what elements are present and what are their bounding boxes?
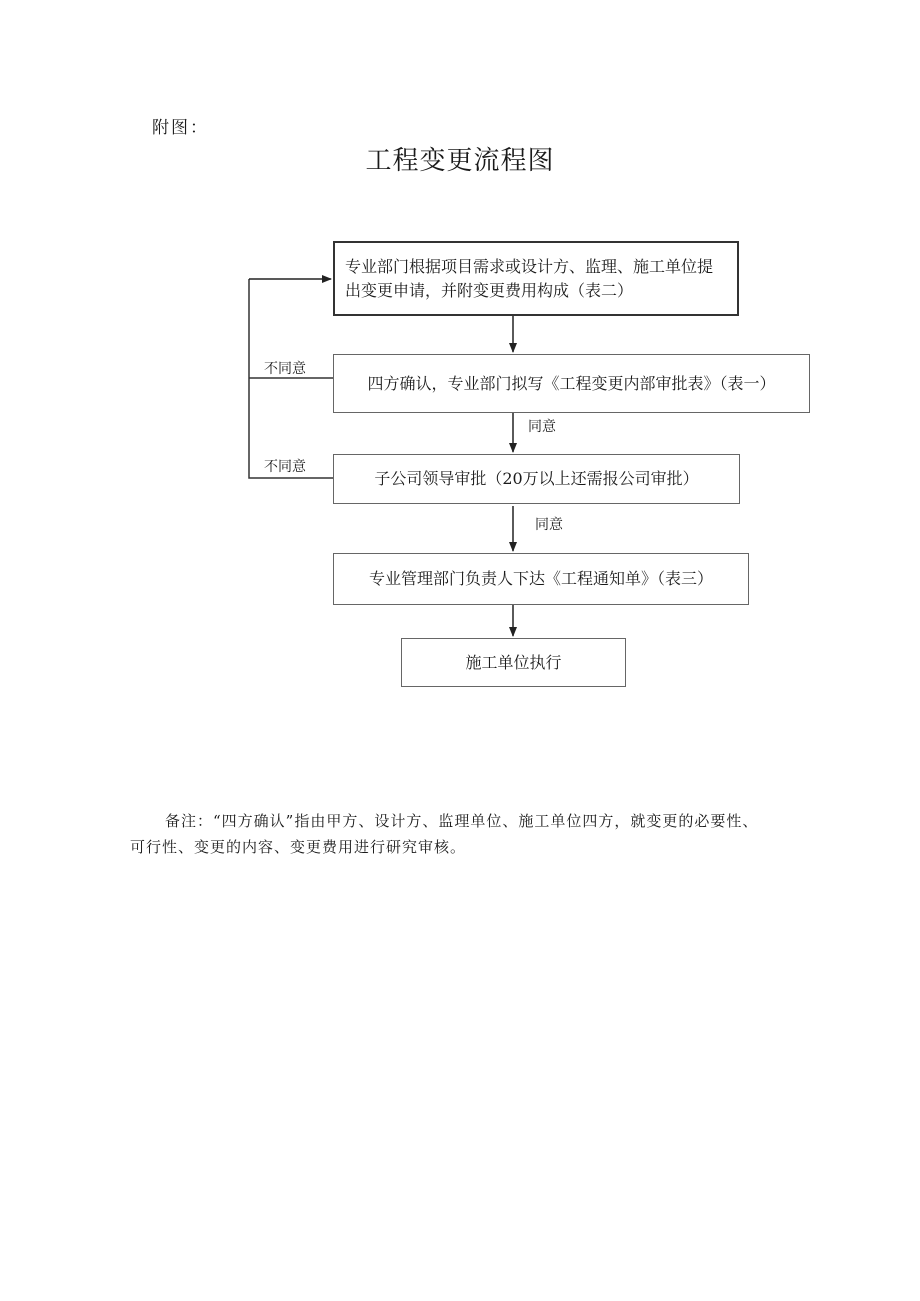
edge-label-disagree-1: 不同意	[264, 361, 306, 377]
attachment-label: 附图：	[152, 118, 209, 138]
flow-step-apply: 专业部门根据项目需求或设计方、监理、施工单位提出变更申请，并附变更费用构成（表二）	[333, 241, 739, 316]
footnote-line-1: 备注：“四方确认”指由甲方、设计方、监理单位、施工单位四方，就变更的必要性、	[165, 812, 759, 830]
flow-step-execute: 施工单位执行	[401, 638, 626, 687]
edge-label-disagree-2: 不同意	[264, 459, 306, 475]
footnote	[130, 808, 820, 860]
flow-step-issue-notice: 专业管理部门负责人下达《工程通知单》（表三）	[333, 553, 749, 605]
edge-label-agree-2: 同意	[535, 517, 563, 533]
flow-step-leader-approval: 子公司领导审批（20万以上还需报公司审批）	[333, 454, 740, 504]
footnote-line-2: 可行性、变更的内容、变更费用进行研究审核。	[130, 838, 467, 856]
flow-step-four-party-confirm: 四方确认，专业部门拟写《工程变更内部审批表》（表一）	[333, 354, 810, 413]
edge-label-agree-1: 同意	[528, 419, 556, 435]
page-title: 工程变更流程图	[365, 146, 555, 176]
